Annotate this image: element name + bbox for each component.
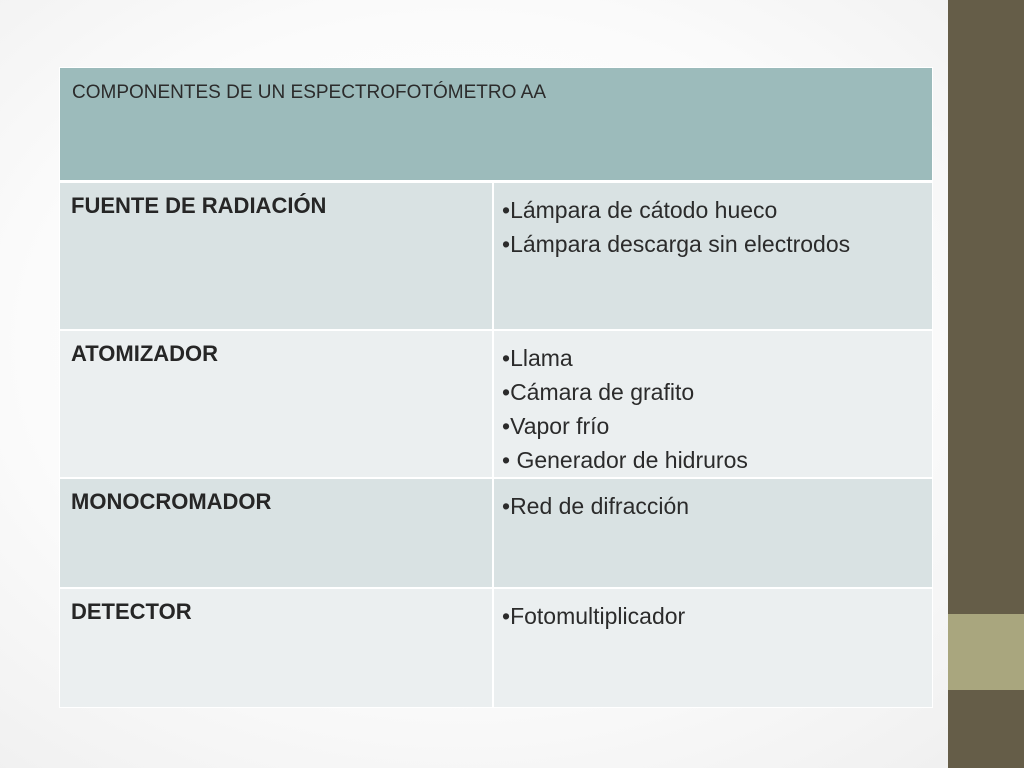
component-items [494, 479, 932, 587]
bullet-icon: • [502, 447, 511, 473]
table-row [60, 331, 932, 479]
component-name: DETECTOR [60, 589, 494, 707]
component-items [494, 183, 932, 329]
list-item: •Cámara de grafito [502, 375, 932, 409]
component-name: ATOMIZADOR [60, 331, 494, 477]
list-item: •Llama [502, 341, 932, 375]
list-item: •Lámpara de cátodo hueco [502, 193, 932, 227]
components-table [59, 67, 933, 708]
table-header: COMPONENTES DE UN ESPECTROFOTÓMETRO AA [60, 68, 932, 183]
bullet-icon: • [502, 413, 511, 439]
component-name: FUENTE DE RADIACIÓN [60, 183, 494, 329]
list-item: •Red de difracción [502, 489, 932, 523]
component-items [494, 589, 932, 707]
bullet-icon: • [502, 603, 511, 629]
bullet-icon: • [502, 493, 511, 519]
list-item: •Vapor frío [502, 409, 932, 443]
table-row [60, 589, 932, 707]
component-name: MONOCROMADOR [60, 479, 494, 587]
list-item: • Generador de hidruros [502, 443, 932, 477]
component-items [494, 331, 932, 477]
list-item: •Fotomultiplicador [502, 599, 932, 633]
table-row [60, 183, 932, 331]
table-row [60, 479, 932, 589]
bullet-icon: • [502, 197, 511, 223]
bullet-icon: • [502, 379, 511, 405]
bullet-icon: • [502, 345, 511, 371]
list-item: •Lámpara descarga sin electrodos [502, 227, 932, 261]
side-decor-accent [948, 614, 1024, 690]
bullet-icon: • [502, 231, 511, 257]
